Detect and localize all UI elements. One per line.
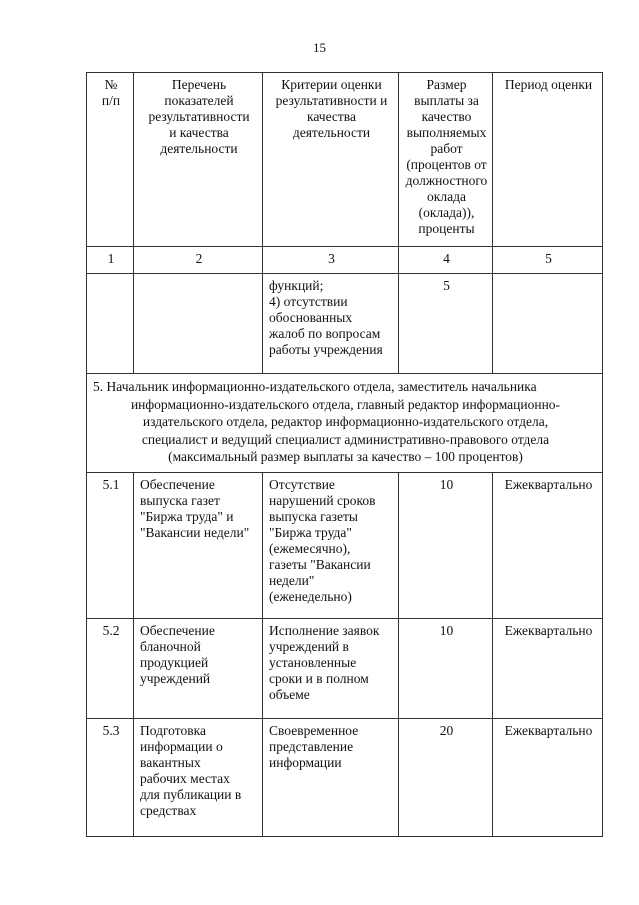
- row-indicator: Подготовка информации о вакантных рабочих местах для публикации в средствах: [134, 718, 263, 836]
- row-indicator: Обеспечение бланочной продукцией учреждений: [134, 618, 263, 718]
- header-payment-size: Размер выплаты за качество выполняемых работ (процентов от должностного оклада (оклада)), проценты: [399, 73, 493, 247]
- row-criteria: Отсутствие нарушений сроков выпуска газеты "Биржа труда" (ежемесячно), газеты "Вакансии недели" (еженедельно): [263, 472, 399, 618]
- continuation-row: [87, 274, 603, 374]
- column-number: 5: [493, 247, 603, 274]
- section-heading: [87, 374, 603, 473]
- table-cell-empty: [87, 274, 134, 374]
- row-amount: 20: [399, 718, 493, 836]
- header-number: № п/п: [87, 73, 134, 247]
- row-criteria: Своевременное представление информации: [263, 718, 399, 836]
- row-amount: 10: [399, 618, 493, 718]
- row-number: 5.1: [87, 472, 134, 618]
- section-heading-first-line: 5. Начальник информационно-издательского отдела, заместитель начальника: [93, 379, 537, 394]
- table-cell-empty: [493, 274, 603, 374]
- page-number: 15: [313, 40, 326, 55]
- row-amount: 10: [399, 472, 493, 618]
- table-row: [87, 618, 603, 718]
- continuation-criteria: функций; 4) отсутствии обоснованных жалоб по вопросам работы учреждения: [263, 274, 399, 374]
- table-row: [87, 718, 603, 836]
- column-number: 2: [134, 247, 263, 274]
- column-number: 1: [87, 247, 134, 274]
- column-numbers-row: [87, 247, 603, 274]
- row-indicator: Обеспечение выпуска газет "Биржа труда" и "Вакансии недели": [134, 472, 263, 618]
- table-row: [87, 472, 603, 618]
- row-number: 5.2: [87, 618, 134, 718]
- section-heading-row: [87, 374, 603, 473]
- table-cell-empty: [134, 274, 263, 374]
- criteria-table: [86, 72, 603, 837]
- row-period: Ежеквартально: [493, 618, 603, 718]
- column-number: 4: [399, 247, 493, 274]
- continuation-amount: 5: [399, 274, 493, 374]
- row-period: Ежеквартально: [493, 472, 603, 618]
- row-period: Ежеквартально: [493, 718, 603, 836]
- section-heading-rest: информационно-издательского отдела, главный редактор информационно- издательского отдела, редактор информационно-издательского отдела, специалист и ведущий специалист административно-правового отдела (максимальный размер выплаты за качество – 100 процентов): [130, 396, 561, 464]
- header-indicators: Перечень показателей результативности и качества деятельности: [134, 73, 263, 247]
- header-criteria: Критерии оценки результативности и качества деятельности: [263, 73, 399, 247]
- header-period: Период оценки: [493, 73, 603, 247]
- row-criteria: Исполнение заявок учреждений в установленные сроки и в полном объеме: [263, 618, 399, 718]
- column-number: 3: [263, 247, 399, 274]
- row-number: 5.3: [87, 718, 134, 836]
- table-header-row: [87, 73, 603, 247]
